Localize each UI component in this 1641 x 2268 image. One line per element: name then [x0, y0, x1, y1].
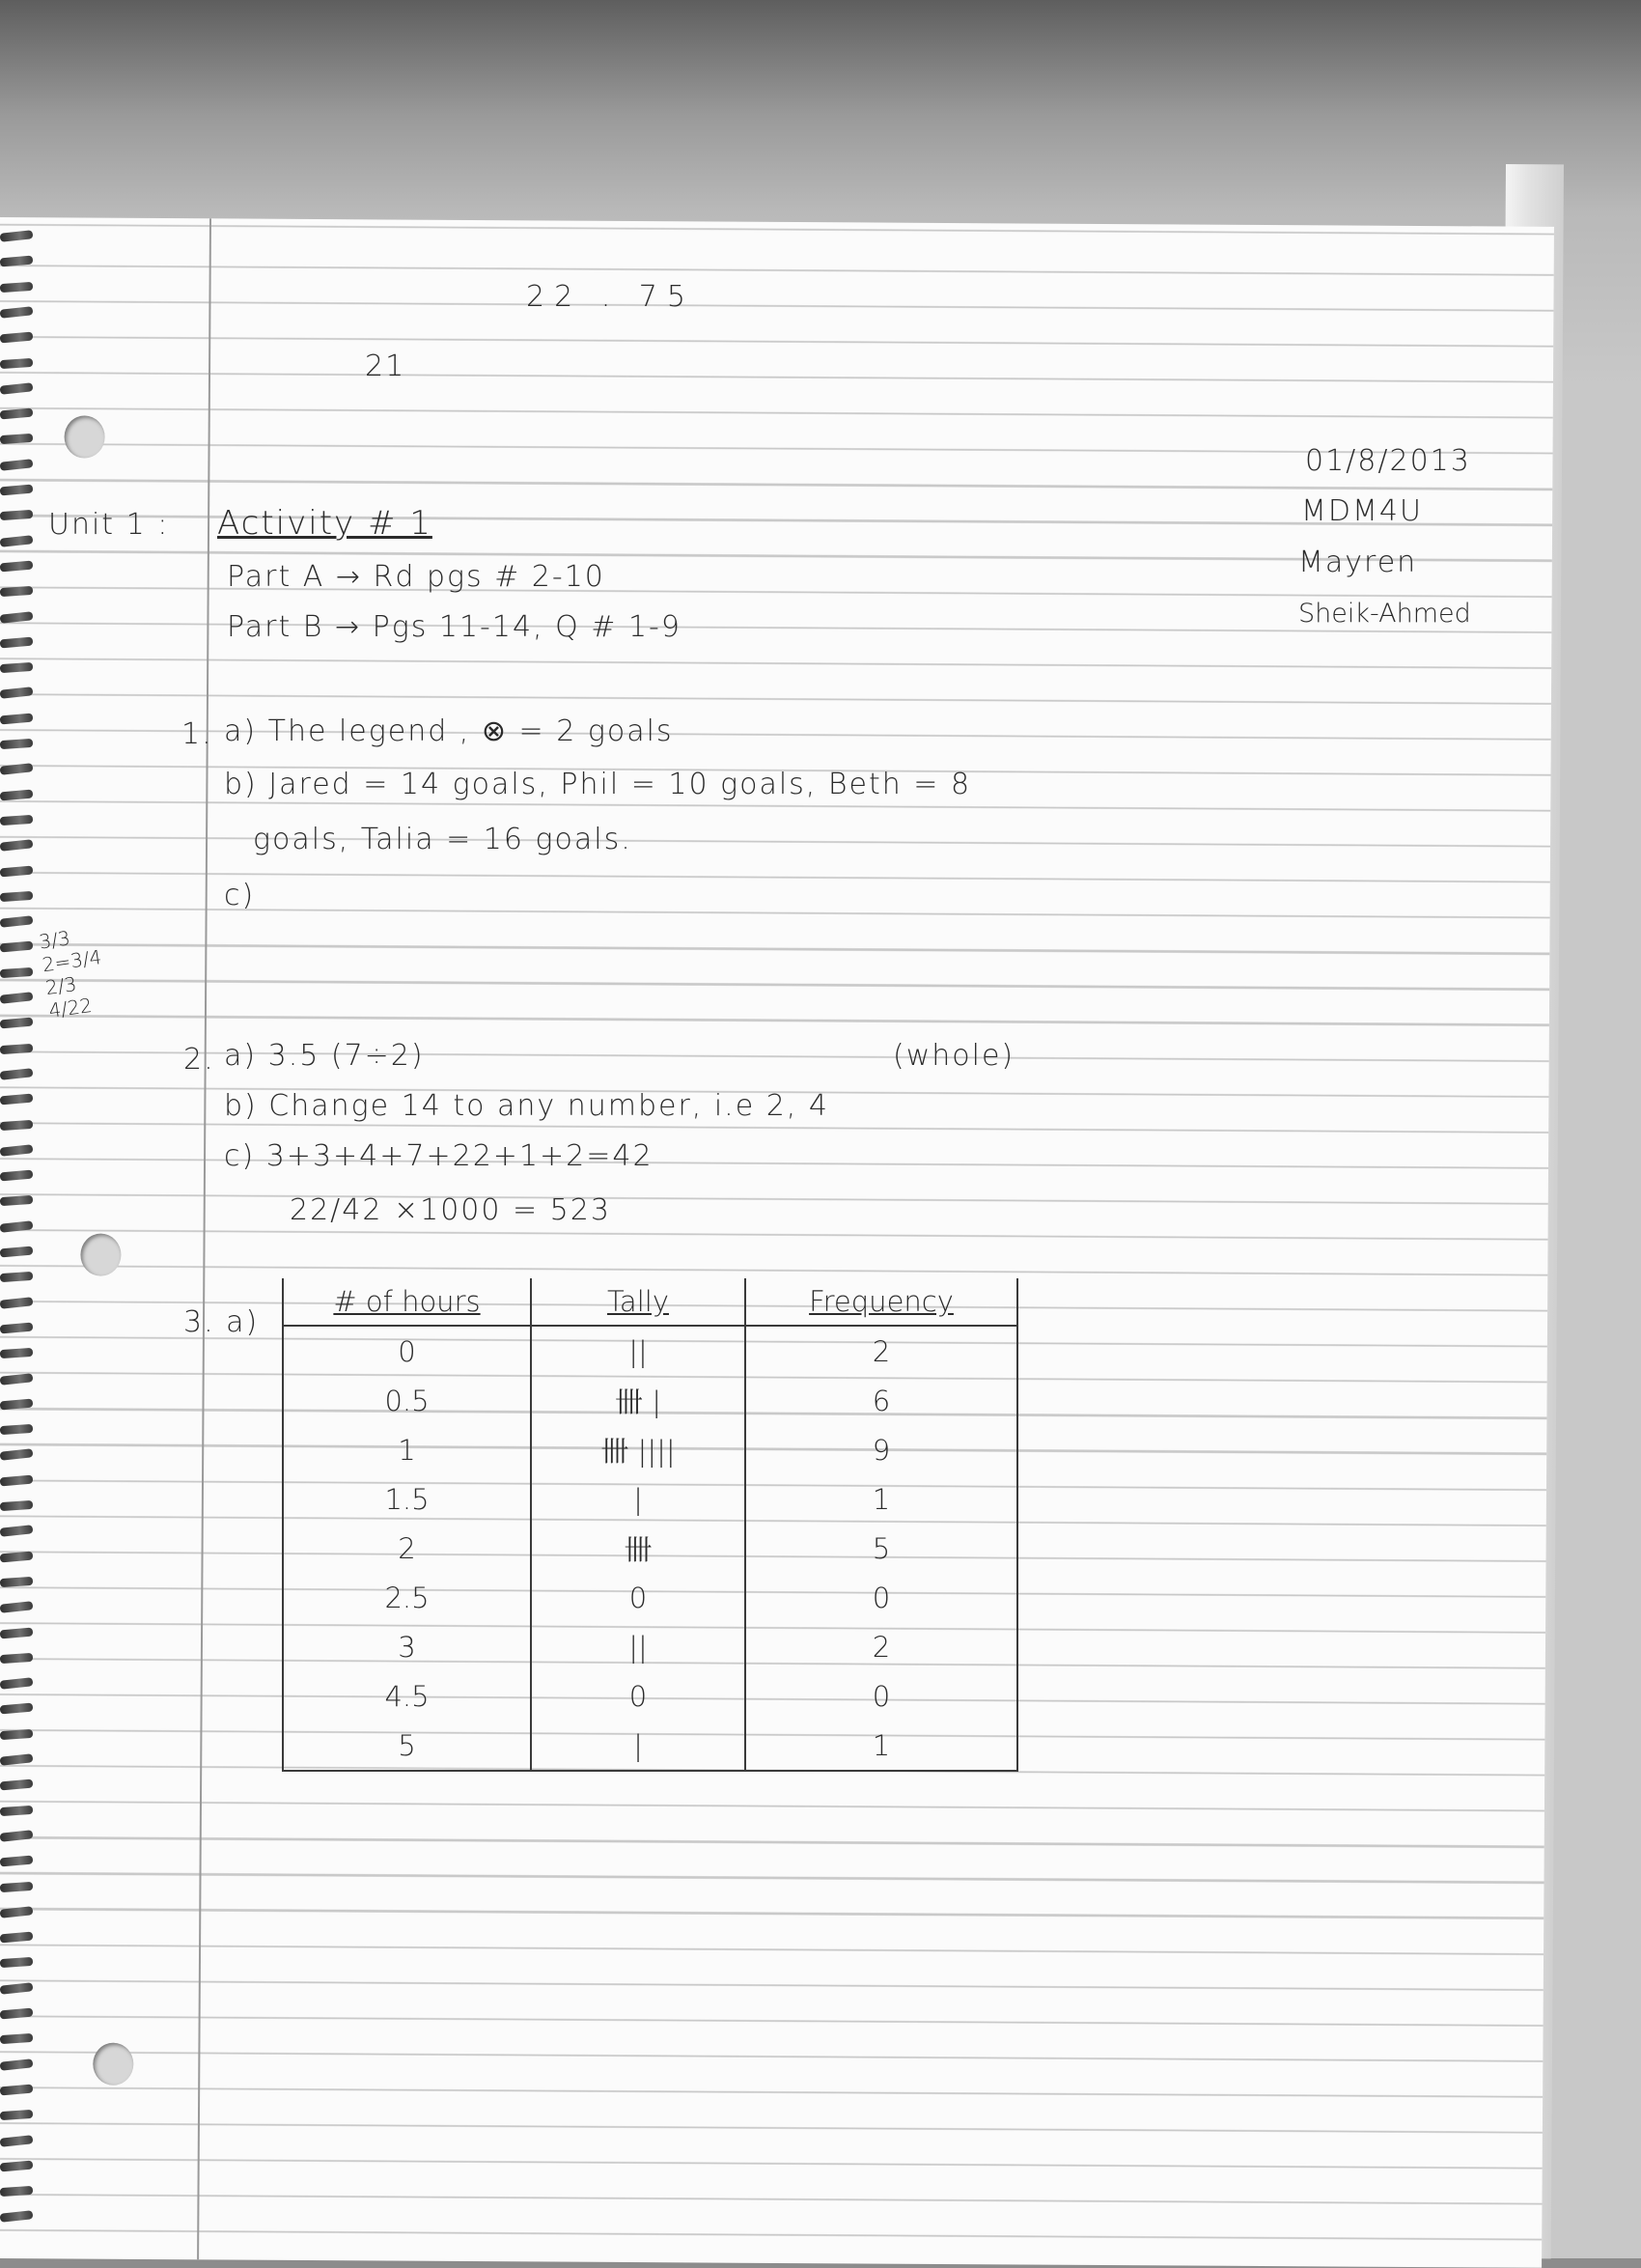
spiral-coil — [0, 434, 33, 444]
q1-b-line2: goals, Talia = 16 goals. — [253, 823, 632, 856]
header-hours: # of hours — [283, 1278, 531, 1326]
spiral-coil — [0, 1957, 33, 1968]
tally-cell: 卌 |||| — [531, 1425, 745, 1474]
table-row — [283, 1376, 1017, 1425]
spiral-coil — [0, 611, 33, 624]
spiral-coil — [0, 2033, 33, 2044]
scribble-line: 2=3/4 — [41, 945, 103, 977]
table-header-row — [283, 1278, 1017, 1326]
frequency-cell: 2 — [745, 1326, 1017, 1376]
q2-c-line2: 22/42 ×1000 = 523 — [290, 1193, 611, 1227]
hours-cell: 4.5 — [283, 1671, 531, 1721]
number-note: 21 — [365, 350, 406, 383]
spiral-coil — [0, 306, 33, 319]
header-tally: Tally — [531, 1278, 745, 1326]
spiral-coil — [0, 1144, 33, 1157]
spiral-coil — [0, 2160, 33, 2171]
spiral-coil — [0, 1830, 33, 1842]
margin-scribble — [38, 914, 165, 1022]
q1-number: 1. — [181, 717, 213, 751]
q3-number: 3. a) — [183, 1305, 260, 1339]
spiral-coil — [0, 739, 33, 749]
spiral-coil — [0, 1170, 33, 1182]
spiral-coil — [0, 586, 33, 597]
spiral-coil — [0, 1982, 33, 1995]
spiral-coil — [0, 2186, 33, 2197]
spiral-coil — [0, 1246, 33, 1258]
spiral-coil — [0, 382, 33, 395]
hours-cell: 5 — [283, 1721, 531, 1771]
spiral-coil — [0, 535, 33, 547]
spiral-coil — [0, 1094, 33, 1106]
spiral-coil — [0, 891, 33, 902]
spiral-coil — [0, 281, 33, 292]
spiral-coil — [0, 1068, 33, 1080]
student-first-name: Mayren — [1298, 546, 1418, 579]
hours-cell: 3 — [283, 1622, 531, 1671]
table-row — [283, 1721, 1017, 1771]
spiral-coil — [0, 1703, 33, 1715]
spiral-coil — [0, 1297, 33, 1309]
frequency-cell: 5 — [745, 1524, 1017, 1573]
score-note: 22 . 75 — [526, 280, 695, 314]
tally-table — [282, 1278, 1018, 1772]
spiral-coil — [0, 2110, 33, 2120]
spiral-coil — [0, 865, 33, 877]
tally-cell: || — [531, 1326, 745, 1376]
tally-cell: | — [531, 1721, 745, 1771]
spiral-coil — [0, 839, 33, 852]
spiral-coil — [0, 1449, 33, 1462]
spiral-coil — [0, 459, 33, 471]
q1-c: c) — [224, 879, 256, 912]
spiral-coil — [0, 2211, 33, 2224]
hours-cell: 0.5 — [283, 1376, 531, 1425]
punch-hole — [64, 415, 104, 458]
spiral-coil — [0, 485, 33, 496]
spiral-coil — [0, 1779, 33, 1791]
table-row — [283, 1622, 1017, 1671]
frequency-cell: 2 — [745, 1622, 1017, 1671]
tally-cell: 卌 — [531, 1524, 745, 1573]
spiral-coil — [0, 1653, 33, 1664]
frequency-cell: 6 — [745, 1376, 1017, 1425]
q2-c-line1: c) 3+3+4+7+22+1+2=42 — [224, 1139, 654, 1173]
tally-cell: 0 — [531, 1671, 745, 1721]
spiral-coil — [0, 2135, 33, 2147]
spiral-coil — [0, 1526, 33, 1538]
table-row — [283, 1425, 1017, 1474]
spiral-coil — [0, 1043, 33, 1053]
spiral-coil — [0, 510, 33, 520]
spiral-coil — [0, 560, 33, 572]
spiral-coil — [0, 992, 33, 1004]
hours-cell: 1 — [283, 1425, 531, 1474]
q1-a: a) The legend , ⊗ = 2 goals — [224, 714, 674, 748]
spiral-coil — [0, 1932, 33, 1944]
part-b: Part B → Pgs 11-14, Q # 1-9 — [227, 610, 681, 644]
spiral-coil — [0, 1805, 33, 1815]
hours-cell: 2.5 — [283, 1573, 531, 1622]
q2-b: b) Change 14 to any number, i.e 2, 4 — [224, 1089, 829, 1123]
frequency-cell: 9 — [745, 1425, 1017, 1474]
frequency-cell: 0 — [745, 1573, 1017, 1622]
spiral-coil — [0, 1906, 33, 1918]
activity-title: Activity # 1 — [217, 504, 432, 543]
spiral-coil — [0, 357, 33, 368]
spiral-coil — [0, 1398, 33, 1410]
spiral-coil — [0, 1729, 33, 1740]
spiral-coil — [0, 789, 33, 800]
spiral-coil — [0, 687, 33, 700]
hours-cell: 2 — [283, 1524, 531, 1573]
table-row — [283, 1326, 1017, 1376]
spiral-coil — [0, 1627, 33, 1638]
hours-cell: 0 — [283, 1326, 531, 1376]
hours-cell: 1.5 — [283, 1474, 531, 1524]
frequency-cell: 0 — [745, 1671, 1017, 1721]
spiral-coil — [0, 713, 33, 724]
tally-cell: || — [531, 1622, 745, 1671]
spiral-coil — [0, 1551, 33, 1562]
spiral-coil — [0, 1018, 33, 1029]
tally-cell: | — [531, 1474, 745, 1524]
spiral-coil — [0, 256, 33, 267]
spiral-coil — [0, 332, 33, 344]
scribble-line: 2/3 — [43, 971, 78, 1000]
spiral-coil — [0, 1119, 33, 1130]
student-last-name: Sheik-Ahmed — [1298, 599, 1471, 629]
spiral-coil — [0, 2008, 33, 2020]
spiral-coil — [0, 1881, 33, 1891]
spiral-coil — [0, 1601, 33, 1613]
punch-hole — [80, 1234, 121, 1276]
table-row — [283, 1573, 1017, 1622]
spiral-coil — [0, 1856, 33, 1867]
spiral-coil — [0, 2058, 33, 2071]
table-row — [283, 1524, 1017, 1573]
frequency-cell: 1 — [745, 1721, 1017, 1771]
scribble-line: 3/3 — [37, 926, 72, 954]
spiral-coil — [0, 941, 33, 953]
spiral-coil — [0, 1474, 33, 1486]
table-row — [283, 1671, 1017, 1721]
spiral-coil — [0, 1272, 33, 1282]
frequency-cell: 1 — [745, 1474, 1017, 1524]
spiral-coil — [0, 1322, 33, 1333]
scribble-line: 4/22 — [46, 993, 94, 1022]
spiral-coil — [0, 662, 33, 673]
q1-b-line1: b) Jared = 14 goals, Phil = 10 goals, Beth = 8 — [224, 768, 972, 801]
table-row — [283, 1474, 1017, 1524]
spiral-coil — [0, 1195, 33, 1206]
spiral-coil — [0, 967, 33, 978]
margin-line — [197, 218, 211, 2259]
spiral-coil — [0, 1424, 33, 1435]
punch-hole — [93, 2043, 133, 2086]
part-a: Part A → Rd pgs # 2-10 — [227, 560, 605, 594]
course-code: MDM4U — [1301, 494, 1423, 528]
header-frequency: Frequency — [745, 1278, 1017, 1326]
q2-number: 2. — [183, 1043, 215, 1077]
spiral-coil — [0, 230, 33, 242]
spiral-coil — [0, 1373, 33, 1386]
spiral-binding — [0, 232, 39, 2258]
spiral-coil — [0, 2084, 33, 2095]
spiral-coil — [0, 1220, 33, 1233]
spiral-coil — [0, 1500, 33, 1511]
q2-a-note: (whole) — [893, 1039, 1015, 1073]
tally-cell: 卌 | — [531, 1376, 745, 1425]
unit-label: Unit 1 : — [48, 508, 170, 542]
spiral-coil — [0, 1753, 33, 1766]
spiral-coil — [0, 408, 33, 420]
tally-cell: 0 — [531, 1573, 745, 1622]
q2-a: a) 3.5 (7÷2) — [224, 1039, 425, 1073]
spiral-coil — [0, 764, 33, 776]
spiral-coil — [0, 1577, 33, 1587]
spiral-coil — [0, 915, 33, 928]
spiral-coil — [0, 636, 33, 648]
spiral-coil — [0, 815, 33, 826]
spiral-coil — [0, 1348, 33, 1358]
date: 01/8/2013 — [1305, 444, 1471, 478]
spiral-coil — [0, 1677, 33, 1690]
